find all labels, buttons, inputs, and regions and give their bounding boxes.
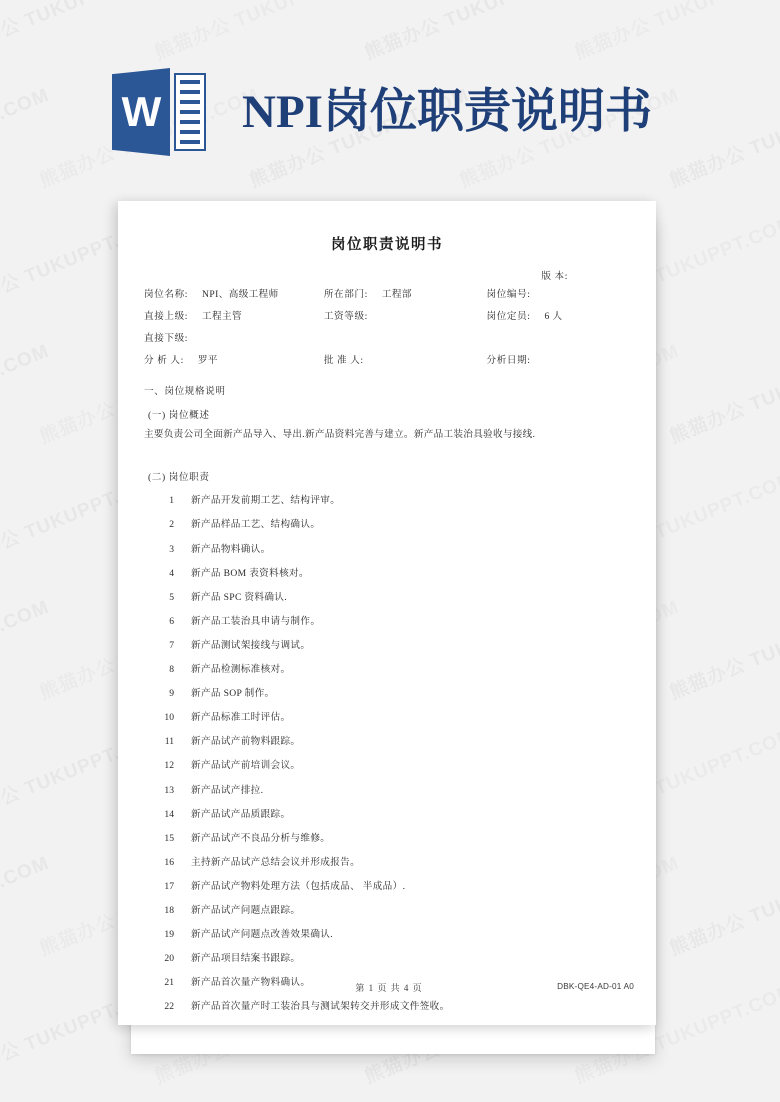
field-value: 罗平: [197, 355, 218, 366]
duty-number: 12: [164, 760, 174, 772]
duty-number: 19: [164, 929, 174, 941]
duty-item: [144, 613, 630, 637]
duty-item: [144, 541, 630, 565]
field-analyst: [144, 352, 324, 366]
duty-text: 新产品物料确认。: [191, 543, 271, 555]
duty-item: [144, 709, 630, 733]
duty-number: 8: [169, 664, 174, 676]
field-label: 岗位定员:: [486, 311, 531, 322]
duty-text: 新产品 SPC 资料确认.: [191, 591, 287, 603]
page-title: NPI岗位职责说明书: [242, 85, 652, 138]
duty-number: 2: [169, 519, 174, 531]
duty-number: 7: [169, 639, 174, 651]
document-title: 岗位职责说明书: [331, 237, 443, 253]
header-banner: [0, 0, 780, 190]
field-value: 6 人: [544, 311, 563, 322]
paragraph-spacer: [144, 442, 630, 459]
duty-text: 新产品试产问题点跟踪。: [191, 904, 301, 916]
duty-number: 1: [169, 495, 174, 507]
duty-text: 新产品试产排拉.: [191, 784, 264, 796]
info-row: [144, 308, 630, 330]
duty-number: 14: [164, 808, 174, 820]
section-heading: 一、岗位规格说明: [144, 386, 226, 397]
duty-text: 新产品工装治具申请与制作。: [191, 615, 321, 627]
field-department: [324, 286, 487, 300]
duty-item: [144, 806, 630, 830]
field-label: 岗位名称:: [144, 289, 189, 300]
word-icon-line: [180, 100, 200, 104]
duty-text: 主持新产品试产总结会议并形成报告。: [191, 856, 361, 868]
header-banner-content: [108, 62, 652, 162]
duty-number: 22: [164, 1001, 174, 1013]
duty-text: 新产品试产问题点改善效果确认.: [191, 929, 333, 941]
duty-number: 3: [169, 543, 174, 555]
duty-item: [144, 685, 630, 709]
duty-item: [144, 830, 630, 854]
duty-number: 17: [164, 880, 174, 892]
field-direct-superior: [144, 308, 324, 322]
duty-item: [144, 878, 630, 902]
version-label: 版 本:: [541, 271, 568, 282]
duty-number: 15: [164, 832, 174, 844]
footer-document-code: DBK-QE4-AD-01 A0: [557, 982, 634, 991]
duty-number: 21: [164, 977, 174, 989]
info-row: [144, 286, 630, 308]
field-value: 工程主管: [202, 311, 243, 322]
duty-number: 9: [169, 688, 174, 700]
duty-number: 6: [169, 615, 174, 627]
duty-text: 新产品试产不良品分析与维修。: [191, 832, 331, 844]
duty-text: 新产品试产物料处理方法（包括成品、 半成品）.: [191, 880, 406, 892]
duty-item: [144, 782, 630, 806]
field-label: 岗位编号:: [486, 289, 531, 300]
field-label: 直接下级:: [144, 333, 189, 344]
duty-number: 10: [164, 712, 174, 724]
duty-text: 新产品试产品质跟踪。: [191, 808, 291, 820]
duty-text: 新产品 BOM 表资料核对。: [191, 567, 309, 579]
duty-number: 11: [164, 736, 174, 748]
duty-number: 4: [169, 567, 174, 579]
word-icon-letter: W: [121, 88, 161, 135]
word-icon-page: [174, 73, 206, 151]
subsection-heading-duties: (二) 岗位职责: [148, 472, 210, 484]
word-icon-line: [180, 90, 200, 94]
info-field-grid: [144, 286, 630, 374]
duty-item: [144, 733, 630, 757]
field-headcount: [487, 308, 631, 322]
document-page: [118, 201, 656, 1025]
duty-item: [144, 516, 630, 540]
overview-paragraph: 主要负责公司全面新产品导入、导出.新产品资料完善与建立。新产品工装治具验收与接线.: [144, 429, 536, 440]
field-label: 分析日期:: [486, 355, 531, 366]
duty-item: [144, 565, 630, 589]
duty-text: 新产品项目结案书跟踪。: [191, 953, 301, 965]
duty-text: 新产品 SOP 制作。: [191, 688, 275, 700]
document-footer: [144, 981, 634, 997]
field-label: 分 析 人:: [144, 355, 184, 366]
duty-item: [144, 637, 630, 661]
field-approver: [324, 352, 487, 366]
subsection-heading-overview: (一) 岗位概述: [148, 410, 210, 421]
word-icon-line: [180, 120, 200, 124]
info-row: [144, 352, 630, 374]
version-row: [144, 268, 630, 286]
duty-item: [144, 926, 630, 950]
duty-text: 新产品检测标准核对。: [191, 664, 291, 676]
duty-item: [144, 998, 630, 1022]
duty-text: 新产品标准工时评估。: [191, 712, 291, 724]
word-icon-line: [180, 130, 200, 134]
field-job-title: [144, 286, 324, 300]
duty-number: 16: [164, 856, 174, 868]
duty-text: 新产品试产前物料跟踪。: [191, 736, 301, 748]
duty-item: [144, 589, 630, 613]
duty-item: [144, 902, 630, 926]
field-value: NPI、高级工程师: [202, 289, 279, 300]
field-salary-grade: [324, 308, 487, 322]
field-value: 工程部: [381, 289, 412, 300]
duty-number: 5: [169, 591, 174, 603]
info-row: [144, 330, 630, 352]
duty-number: 20: [164, 953, 174, 965]
duty-item: [144, 854, 630, 878]
duty-text: 新产品试产前培训会议。: [191, 760, 301, 772]
duty-item: [144, 757, 630, 781]
duty-text: 新产品测试架接线与调试。: [191, 639, 311, 651]
word-icon-line: [180, 110, 200, 114]
field-direct-subordinate: [144, 330, 324, 344]
duty-text: 新产品首次量产物料确认。: [191, 977, 311, 989]
word-icon-line: [180, 140, 200, 144]
field-job-code: [487, 286, 631, 300]
duty-text: 新产品首次量产时工装治具与测试架转交并形成文件签收。: [191, 1001, 450, 1013]
field-label: 批 准 人:: [323, 355, 364, 366]
duty-list: [144, 492, 630, 1022]
footer-page-number: 第 1 页 共 4 页: [355, 983, 423, 993]
field-label: 所在部门:: [323, 289, 368, 300]
field-label: 直接上级:: [144, 311, 189, 322]
duty-item: [144, 492, 630, 516]
word-icon-line: [180, 80, 200, 84]
duty-text: 新产品开发前期工艺、结构评审。: [191, 495, 341, 507]
duty-item: [144, 661, 630, 685]
duty-item: [144, 950, 630, 974]
word-document-icon: [108, 62, 208, 162]
duty-text: 新产品样品工艺、结构确认。: [191, 519, 321, 531]
field-analysis-date: [487, 352, 631, 366]
duty-number: 13: [164, 784, 174, 796]
field-label: 工资等级:: [323, 311, 368, 322]
duty-number: 18: [164, 904, 174, 916]
